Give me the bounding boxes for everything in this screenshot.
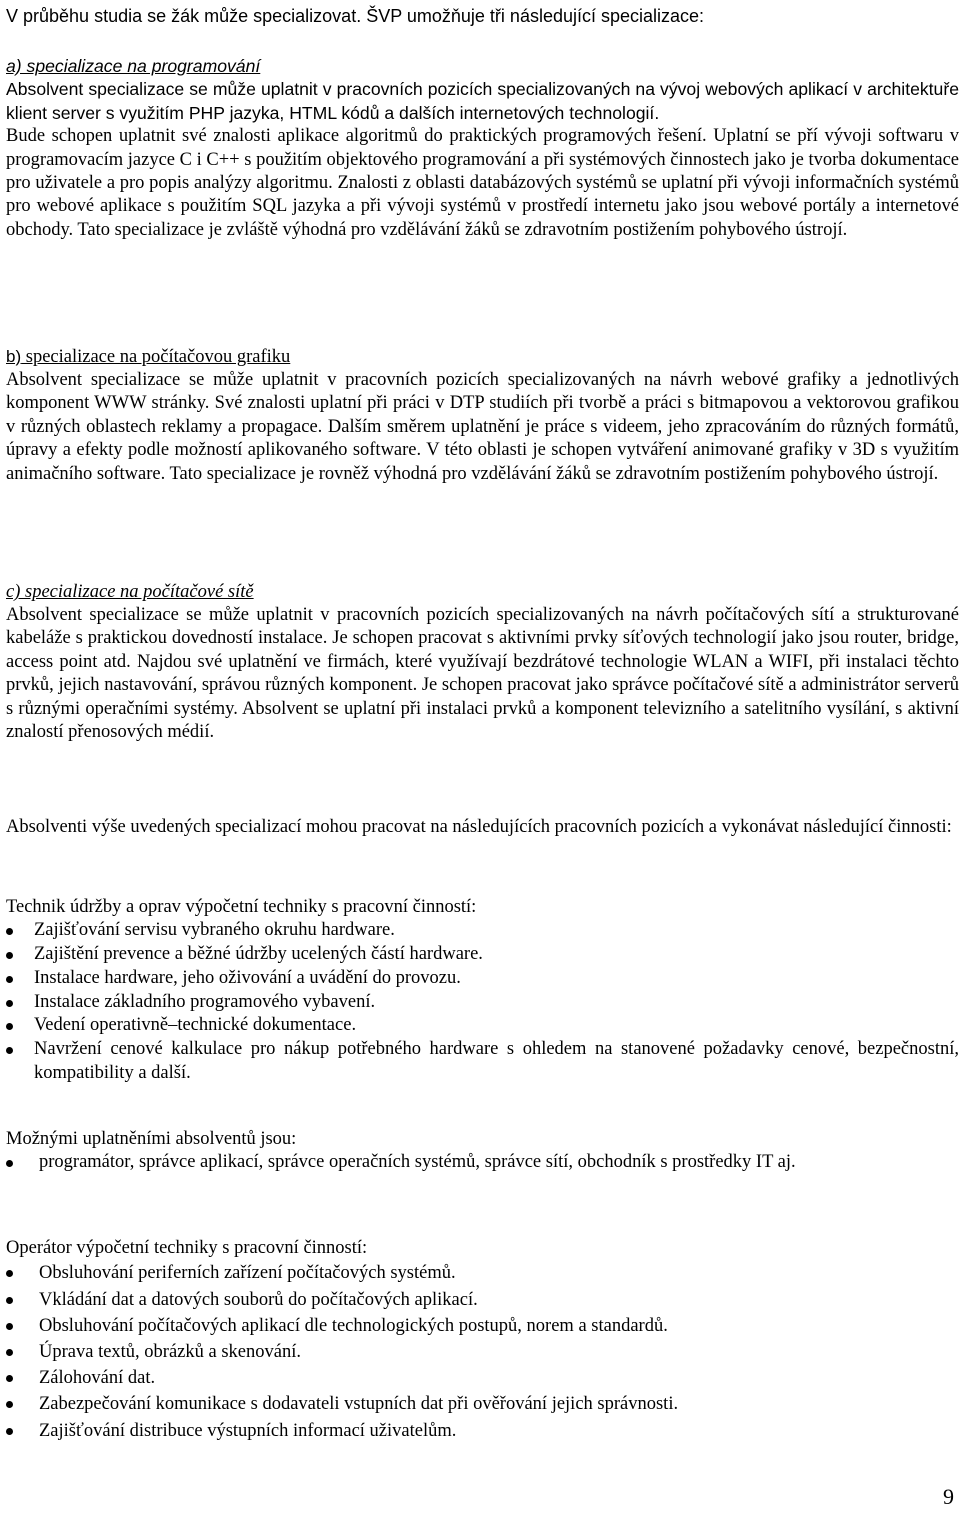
section-c-heading: c) specializace na počítačové sítě bbox=[6, 582, 254, 602]
section-c-paragraph: Absolvent specializace se může uplatnit v pracovních pozicích specializovaných na návrh počítačových sítí a strukturované kabeláže s praktickou dovedností instalace. Je schopen pracovat s aktivními prvky síťových technologií jako jsou router, bridge, access point atd. Najdou své uplatnění ve firmách, které využívají bezdrátové technologie WLAN a WIFI, při instalaci těchto prvků, jejich nastavování, správou různých komponent. Je schopen pracovat jako správce počítačové sítě a administrátor serverů s různými operačními systémy. Absolvent se uplatní při instalaci prvků a komponent televizního a satelitního vysílání, s aktivní znalostí přenosových médií. bbox=[6, 605, 959, 743]
list-item bbox=[6, 1418, 959, 1444]
list-item bbox=[6, 1391, 959, 1417]
list-item-text: Obsluhování periferních zařízení počítačových systémů. bbox=[39, 1263, 456, 1284]
list-item-text: Zajištění prevence a běžné údržby ucelených částí hardware. bbox=[34, 944, 483, 965]
operator-list bbox=[6, 1260, 959, 1443]
list-item bbox=[6, 991, 959, 1015]
section-b-heading-prefix: b) bbox=[6, 347, 22, 366]
technician-section bbox=[6, 896, 959, 1085]
bullet-icon bbox=[6, 1323, 13, 1330]
list-item-text: Instalace základního programového vybavení. bbox=[34, 991, 376, 1012]
section-a-paragraph-serif: Bude schopen uplatnit své znalosti aplikace algoritmů do praktických programových řešení. Uplatní se pří vývoji softwaru v programovacím jazyce C i C++ s použitím objektového programování a při systémových činnostech jako je tvorba dokumentace pro uživatele a pro popis analýzy algoritmu. Znalosti z oblasti databázových systémů se uplatní při vývoji informačních systémů pro webové aplikace s použitím SQL jazyka a při vývoji systémů v prostředí internetu jako jsou webové portály a internetové obchody. Tato specializace je zvláště výhodná pro vzdělávání žáků se zdravotním postižením pohybového ústrojí. bbox=[6, 126, 959, 240]
list-item-text: Vedení operativně–technické dokumentace. bbox=[34, 1015, 357, 1036]
list-item bbox=[6, 1313, 959, 1339]
list-item bbox=[6, 1151, 959, 1175]
operator-section bbox=[6, 1237, 959, 1444]
bullet-icon bbox=[6, 952, 13, 959]
section-graphics bbox=[6, 345, 959, 486]
list-item bbox=[6, 1287, 959, 1313]
section-b-heading bbox=[6, 345, 959, 369]
operator-title: Operátor výpočetní techniky s pracovní činností: bbox=[6, 1238, 368, 1258]
list-item bbox=[6, 1260, 959, 1286]
list-item bbox=[6, 919, 959, 943]
bullet-icon bbox=[6, 1000, 13, 1007]
list-item-text: Zajišťování servisu vybraného okruhu hardware. bbox=[34, 920, 395, 941]
list-item bbox=[6, 1339, 959, 1365]
bullet-icon bbox=[6, 1023, 13, 1030]
section-a-heading: a) specializace na programování bbox=[6, 56, 261, 76]
possible-list bbox=[6, 1151, 959, 1175]
list-item-text: Zajišťování distribuce výstupních informací uživatelům. bbox=[39, 1420, 457, 1441]
intro-text: V průběhu studia se žák může specializovat. ŠVP umožňuje tři následující specializace: bbox=[6, 6, 705, 26]
list-item bbox=[6, 967, 959, 991]
list-item bbox=[6, 1038, 959, 1085]
list-item bbox=[6, 1014, 959, 1038]
technician-list bbox=[6, 919, 959, 1085]
bullet-icon bbox=[6, 1297, 13, 1304]
graduates-paragraph bbox=[6, 816, 959, 839]
list-item-text: Instalace hardware, jeho oživování a uvádění do provozu. bbox=[34, 967, 461, 988]
section-networks bbox=[6, 580, 959, 744]
bullet-icon bbox=[6, 1047, 13, 1054]
technician-title: Technik údržby a oprav výpočetní techniky s pracovní činností: bbox=[6, 897, 477, 917]
graduates-text: Absolventi výše uvedených specializací mohou pracovat na následujících pracovních pozicích a vykonávat následující činnosti: bbox=[6, 817, 952, 837]
list-item-text: Vkládání dat a datových souborů do počítačových aplikací. bbox=[39, 1289, 478, 1310]
possible-section bbox=[6, 1128, 959, 1175]
list-item-text: Navržení cenové kalkulace pro nákup potřebného hardware s ohledem na stanovené požadavky cenové, bezpečnostní, kompatibility a další. bbox=[34, 1038, 959, 1083]
possible-title: Možnými uplatněními absolventů jsou: bbox=[6, 1129, 297, 1149]
bullet-icon bbox=[6, 1270, 13, 1277]
page-number: 9 bbox=[943, 1484, 954, 1509]
list-item-text: Úprava textů, obrázků a skenování. bbox=[39, 1342, 301, 1363]
section-programming bbox=[6, 54, 959, 242]
bullet-icon bbox=[6, 928, 13, 935]
bullet-icon bbox=[6, 1401, 13, 1408]
bullet-icon bbox=[6, 976, 13, 983]
list-item-text: programátor, správce aplikací, správce operačních systémů, správce sítí, obchodník s prostředky IT aj. bbox=[39, 1152, 796, 1173]
bullet-icon bbox=[6, 1160, 13, 1167]
list-item-text: Zabezpečování komunikace s dodavateli vstupních dat při ověřování jejich správnosti. bbox=[39, 1394, 679, 1415]
section-b-paragraph: Absolvent specializace se může uplatnit v pracovních pozicích specializovaných na návrh webové grafiky a jednotlivých komponent WWW stránky. Své znalosti uplatní při práci v DTP studiích při tvorbě a práci s bitmapovou a vektorovou grafikou v různých oblastech reklamy a propagace. Dalším směrem uplatnění je práce s videem, jeho zpracováním do různých formátů, úpravy a efekty podle možností aplikovaného software. V této oblasti je schopen vytváření animované grafiky v 3D s využitím animačního software. Tato specializace je rovněž výhodná pro vzdělávání žáků se zdravotním postižením pohybového ústrojí. bbox=[6, 370, 959, 484]
bullet-icon bbox=[6, 1428, 13, 1435]
list-item-text: Obsluhování počítačových aplikací dle technologických postupů, norem a standardů. bbox=[39, 1315, 668, 1336]
section-a-paragraph-sans: Absolvent specializace se může uplatnit v pracovních pozicích specializovaných na vývoj webových aplikací v architektuře klient server s využitím PHP jazyka, HTML kódů a dalších internetových technologií. bbox=[6, 79, 959, 123]
list-item-text: Zálohování dat. bbox=[39, 1368, 156, 1389]
list-item bbox=[6, 943, 959, 967]
bullet-icon bbox=[6, 1349, 13, 1356]
bullet-icon bbox=[6, 1375, 13, 1382]
list-item bbox=[6, 1365, 959, 1391]
section-b-heading-text: specializace na počítačovou grafiku bbox=[21, 347, 291, 367]
